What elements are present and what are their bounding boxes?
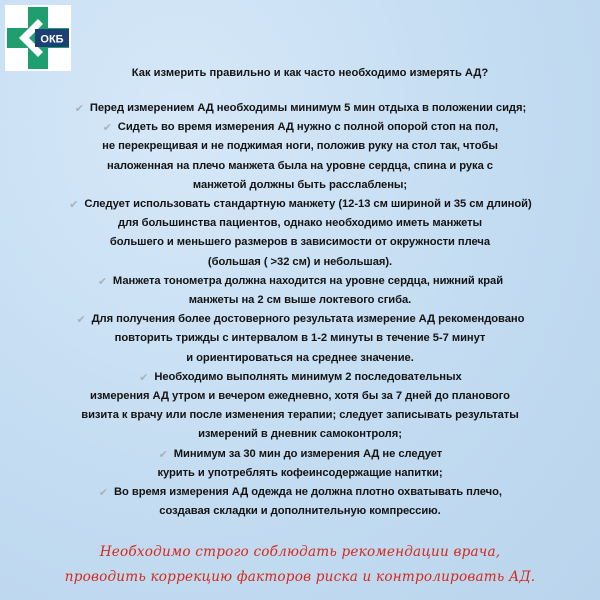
recommendation-text: повторить трижды с интервалом в 1-2 минуты в течение 5-7 минут bbox=[114, 332, 486, 345]
checkmark-icon: ✔ bbox=[97, 275, 107, 288]
recommendation-item bbox=[0, 310, 600, 368]
recommendation-line bbox=[0, 272, 600, 291]
recommendation-line bbox=[0, 368, 600, 387]
recommendation-item bbox=[0, 368, 600, 445]
checkmark-icon: ✔ bbox=[74, 103, 84, 115]
recommendation-line bbox=[0, 425, 600, 444]
footer-line: Необходимо строго соблюдать рекомендации врача, bbox=[99, 544, 501, 560]
recommendation-text: измерений в дневник самоконтроля; bbox=[198, 428, 402, 441]
recommendation-text: визита к врачу или после изменения терапии; следует записывать результаты bbox=[81, 409, 519, 422]
recommendation-line bbox=[0, 291, 600, 310]
checkmark-icon: ✔ bbox=[102, 122, 112, 135]
recommendation-item bbox=[0, 195, 600, 272]
recommendation-line bbox=[0, 445, 600, 464]
recommendation-line bbox=[0, 387, 600, 406]
recommendation-line bbox=[0, 253, 600, 272]
logo-text: ОКБ bbox=[40, 33, 64, 46]
recommendation-line bbox=[0, 157, 600, 176]
recommendation-item bbox=[0, 445, 600, 483]
recommendation-item bbox=[0, 272, 600, 310]
recommendation-text: Минимум за 30 мин до измерения АД не следует bbox=[173, 447, 443, 460]
recommendation-item bbox=[0, 118, 600, 195]
recommendation-text: не перекрещивая и не поджимая ноги, положив руку на стол так, чтобы bbox=[102, 140, 498, 153]
recommendation-line bbox=[0, 483, 600, 502]
recommendation-line bbox=[0, 233, 600, 252]
recommendation-line bbox=[0, 349, 600, 368]
recommendation-line bbox=[0, 214, 600, 233]
checkmark-icon: ✔ bbox=[76, 314, 86, 327]
recommendation-text: для большинства пациентов, однако необходимо иметь манжеты bbox=[117, 217, 483, 230]
recommendation-text: манжеты на 2 см выше локтевого сгиба. bbox=[188, 294, 412, 307]
recommendation-line bbox=[0, 502, 600, 521]
recommendation-line bbox=[0, 176, 600, 195]
footer-line: проводить коррекцию факторов риска и контролировать АД. bbox=[64, 569, 536, 585]
recommendation-line bbox=[0, 195, 600, 214]
footer-note bbox=[0, 540, 600, 590]
recommendation-line bbox=[0, 310, 600, 329]
hospital-logo bbox=[5, 5, 71, 71]
checkmark-icon: ✔ bbox=[158, 448, 168, 461]
checkmark-icon: ✔ bbox=[139, 371, 149, 384]
recommendation-text: Для получения более достоверного результата измерение АД рекомендовано bbox=[91, 313, 525, 326]
recommendation-line bbox=[0, 118, 600, 137]
recommendation-line bbox=[0, 329, 600, 348]
recommendation-text: Необходимо выполнять минимум 2 последовательных bbox=[154, 370, 462, 383]
recommendation-text: Перед измерением АД необходимы минимум 5 мин отдыха в положении сидя; bbox=[89, 102, 527, 114]
recommendation-text: Манжета тонометра должна находится на уровне сердца, нижний край bbox=[112, 274, 504, 287]
recommendation-line bbox=[0, 406, 600, 425]
recommendation-line bbox=[0, 99, 600, 118]
recommendation-text: (большая ( >32 см) и небольшая). bbox=[207, 255, 393, 268]
recommendation-item bbox=[0, 483, 600, 521]
recommendation-text: курить и употреблять кофеинсодержащие напитки; bbox=[157, 466, 443, 479]
page-title: Как измерить правильно и как часто необходимо измерять АД? bbox=[131, 67, 489, 79]
medical-cross-icon bbox=[5, 5, 71, 71]
recommendations-list bbox=[0, 99, 600, 521]
recommendation-text: и ориентироваться на среднее значение. bbox=[186, 351, 414, 364]
recommendation-text: создавая складки и дополнительную компрессию. bbox=[159, 505, 441, 518]
recommendation-line bbox=[0, 464, 600, 483]
checkmark-icon: ✔ bbox=[98, 487, 109, 500]
recommendation-text: большего и меньшего размеров в зависимости от окружности плеча bbox=[109, 236, 491, 249]
recommendation-text: Сидеть во время измерения АД нужно с полной опорой стоп на пол, bbox=[117, 121, 499, 134]
recommendation-text: наложенная на плечо манжета была на уровне сердца, спина и рука с bbox=[107, 159, 493, 172]
recommendation-text: Во время измерения АД одежда не должна плотно охватывать плечо, bbox=[114, 486, 502, 499]
recommendation-item bbox=[0, 99, 600, 118]
recommendation-text: манжетой должны быть расслаблены; bbox=[192, 178, 408, 191]
checkmark-icon: ✔ bbox=[69, 199, 79, 212]
recommendation-text: измерения АД утром и вечером ежедневно, хотя бы за 7 дней до планового bbox=[90, 390, 510, 403]
recommendation-line bbox=[0, 137, 600, 156]
recommendation-text: Следует использовать стандартную манжету (12-13 см шириной и 35 см длиной) bbox=[84, 198, 532, 211]
